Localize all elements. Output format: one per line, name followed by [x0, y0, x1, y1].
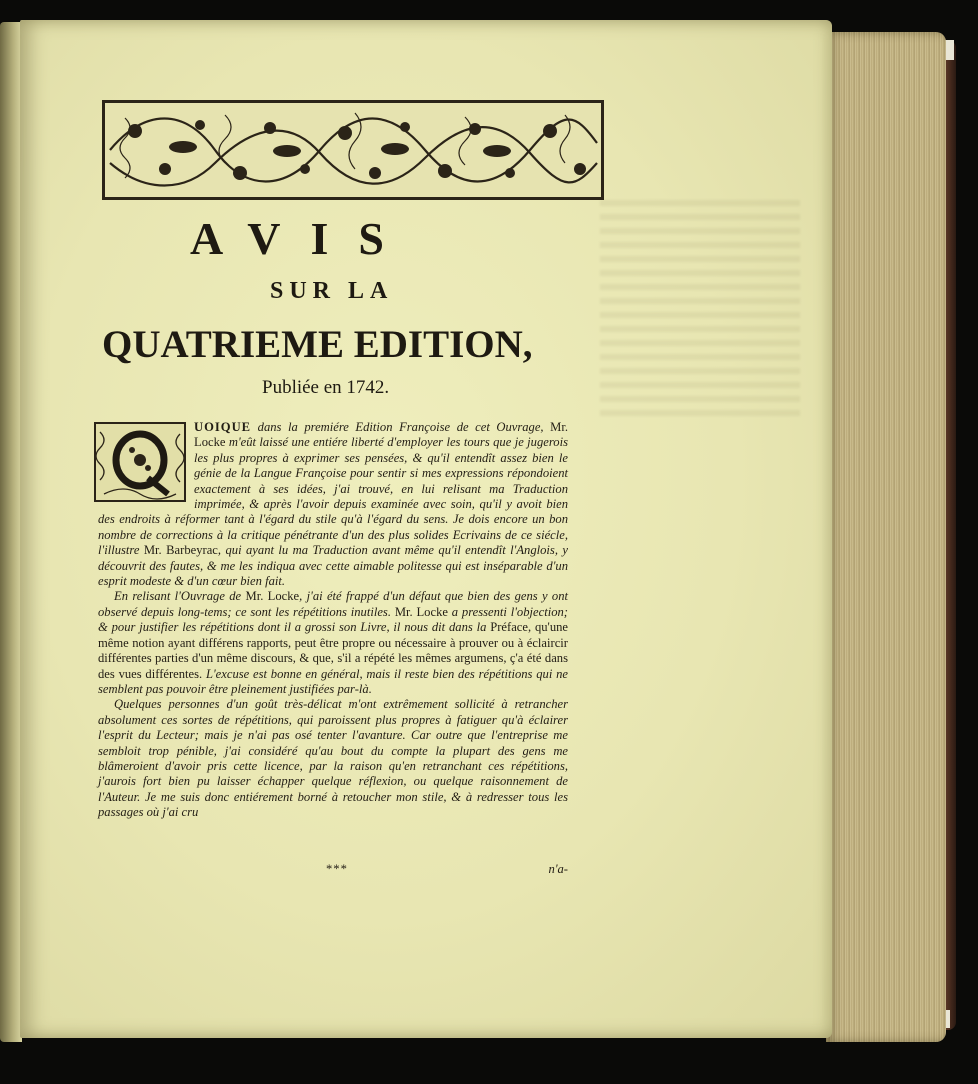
page-footer: [98, 862, 568, 880]
name-locke: Mr. Locke: [245, 589, 300, 604]
body-text: [98, 420, 568, 821]
paragraph-3: Quelques personnes d'un goût très-délicat m'ont extrêmement sollicité à retrancher absolument ces sortes de répétitions, qui paroissent plus propres à fatiguer qu'à éclairer l'esprit du Lecteur; mais je n'ai pas osé tenter l'avanture. Car outre que l'entreprise me sembloit trop pénible, j'ai considéré qu'au bout du compte la plupart des gens me blâmeroient d'avoir pris cette licence, par la raison qu'en retranchant ces répétitions, j'aurois fort bien pu laisser échapper quelque réflexion, ou quelque raisonnement de l'Auteur. Je me suis donc entiérement borné à retoucher mon stile, & à redresser tous les passages où j'ai cru: [98, 697, 568, 820]
paragraph-1: [98, 420, 568, 589]
ornamental-headpiece: [102, 100, 604, 200]
word-preface: Préface: [490, 620, 528, 635]
text-span: En relisant l'Ouvrage de: [114, 589, 246, 604]
paragraph-2: [98, 589, 568, 697]
text-span: m'eût laissé une entiére liberté d'employer les tours que je jugerois les plus propres à exprimer ses pensées, & qu'il entendît assez bien le génie de la Langue Françoise pour sentir si mes expressions répondoient exactement à ses idées, j'ai trouvé, en lui relisant ma Traduction imprimée, & après l'avoir depuis examinée avec soin, qu'il y avoit bien des endroits à réformer tant à l'égard du stile qu'à l'égard du sens. Je dois encore un bon nombre de corrections à la critique pénétrante d'un des plus solides Ecrivains de ce siécle, l'illustre: [98, 435, 568, 558]
text-span: L'excuse est bonne en général, mais il reste bien des répétitions qui ne semblent pas pouvoir être pleinement justifiées par-là.: [98, 666, 568, 696]
first-word: UOIQUE: [194, 420, 252, 434]
subtitle-publication-year: Publiée en 1742.: [262, 377, 390, 398]
signature-mark: ***: [326, 862, 348, 876]
page-block-edge: [826, 32, 946, 1042]
text-span: dans la premiére Edition Françoise de cet Ouvrage,: [251, 420, 551, 434]
text-span: a pressenti l'objection; & pour justifier les répétitions dont il a grossi son Livre, il nous dit dans la: [98, 604, 568, 635]
title-quatrieme-edition: QUATRIEME EDITION,: [102, 323, 533, 366]
name-locke: Mr. Locke: [394, 604, 448, 619]
drop-cap-q: [94, 422, 190, 502]
title-sur-la: SUR LA: [270, 278, 394, 304]
show-through: [600, 200, 800, 420]
text-span: , j'ai été frappé d'un défaut que bien des gens y ont observé depuis long-tems; ce sont les répétitions inutiles.: [98, 589, 569, 619]
left-page-edge: [0, 22, 22, 1042]
catchword: n'a-: [548, 862, 568, 876]
name-locke: Mr. Locke: [194, 420, 568, 450]
text-span: , qu'une même notion ayant différens rapports, peut être propre ou nécessaire à prouver ou à éclaircir différentes parties d'un même discours, & que, s'il a répété les mêmes argumens, ç'a été dans des vues différentes.: [98, 620, 569, 681]
text-span: , qui ayant lu ma Traduction avant même qu'il entendît l'Anglois, y découvrit des fautes, & me les indiqua avec cette aimable politesse qui est inséparable d'un esprit modeste & d'un cœur bien fait.: [98, 543, 569, 589]
name-barbeyrac: Mr. Barbeyrac: [143, 543, 218, 558]
title-avis: AVIS: [190, 213, 414, 264]
